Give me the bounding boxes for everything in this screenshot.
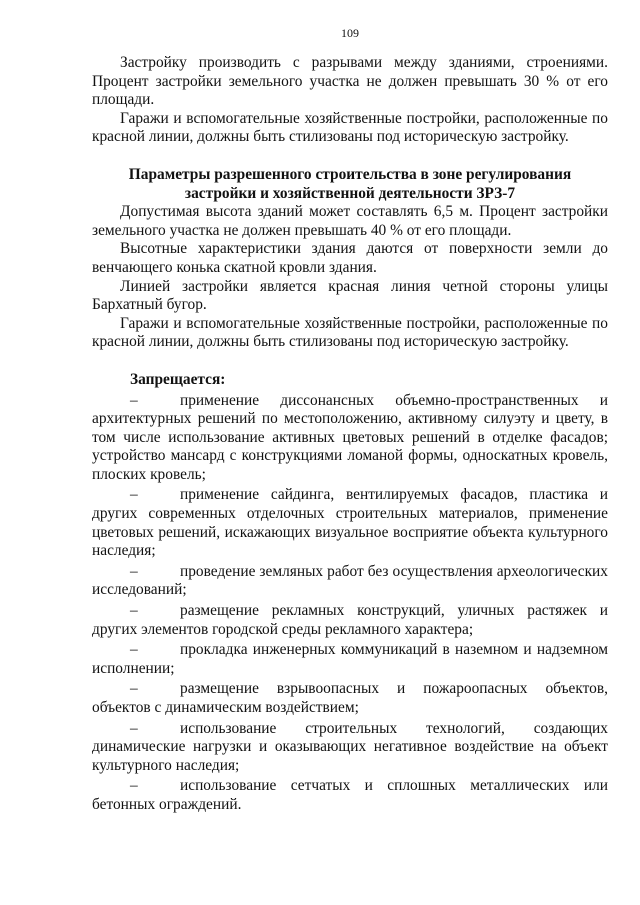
dash-marker: –: [130, 777, 138, 795]
prohibited-list: [92, 392, 608, 815]
prohibited-title: Запрещается:: [130, 370, 226, 388]
section-heading: Параметры разрешенного строительства в зоне регулирования застройки и хозяйственной деятельности ЗРЗ-7: [128, 165, 572, 202]
section-paragraph: Допустимая высота зданий может составлять 6,5 м. Процент застройки земельного участка не должен превышать 40 % от его площади.: [92, 203, 608, 239]
dash-marker: –: [130, 562, 138, 580]
list-item: [92, 392, 608, 485]
document-page: [92, 26, 608, 817]
list-item: [92, 486, 608, 560]
list-item: [92, 720, 608, 776]
section-paragraph: Линией застройки является красная линия четной стороны улицы Бархатный бугор.: [92, 277, 608, 314]
list-item: [92, 680, 608, 717]
list-item: [92, 563, 608, 600]
dash-marker: –: [130, 391, 138, 409]
dash-marker: –: [130, 641, 138, 659]
dash-marker: –: [130, 486, 138, 504]
list-item-text: применение сайдинга, вентилируемых фасадов, пластика и других современных отделочных строительных материалов, применение цветовых решений, искажающих визуальное восприятие объекта культурного наследия;: [92, 486, 608, 560]
dash-marker: –: [130, 602, 138, 620]
list-item-text: проведение земляных работ без осуществления археологических исследований;: [92, 562, 608, 599]
list-item-text: использование строительных технологий, создающих динамические нагрузки и оказывающих негативное воздействие на объект культурного наследия;: [92, 719, 608, 774]
section-paragraph: Высотные характеристики здания даются от поверхности земли до венчающего конька скатной кровли здания.: [92, 240, 608, 276]
list-item-text: размещение рекламных конструкций, уличных растяжек и других элементов городской среды рекламного характера;: [92, 602, 608, 638]
section-paragraph: Гаражи и вспомогательные хозяйственные постройки, расположенные по красной линии, должны быть стилизованы под историческую застройку.: [92, 314, 608, 351]
list-item-text: применение диссонансных объемно-пространственных и архитектурных решений по местоположению, активному силуэту и цвету, в том числе использование активных цветовых решений в отделке фасадов; устройство мансард с конструкциями ломаной формы, односкатных кровель, плоских кровель;: [92, 391, 608, 483]
list-item: [92, 777, 608, 814]
intro-paragraph: Гаражи и вспомогательные хозяйственные постройки, расположенные по красной линии, должны быть стилизованы под историческую застройку.: [92, 109, 608, 146]
dash-marker: –: [130, 680, 138, 698]
intro-paragraph: Застройку производить с разрывами между зданиями, строениями. Процент застройки земельного участка не должен превышать 30 % от его площади.: [92, 54, 608, 109]
spacer: [92, 147, 608, 166]
list-item-text: размещение взрывоопасных и пожароопасных объектов, объектов с динамическим воздействием;: [92, 680, 608, 716]
dash-marker: –: [130, 719, 138, 737]
page-number: 109: [341, 26, 359, 40]
list-item-text: прокладка инженерных коммуникаций в наземном и надземном исполнении;: [92, 641, 608, 677]
list-item-text: использование сетчатых и сплошных металлических или бетонных ограждений.: [92, 777, 608, 813]
list-item: [92, 602, 608, 639]
list-item: [92, 641, 608, 678]
spacer: [92, 352, 608, 371]
